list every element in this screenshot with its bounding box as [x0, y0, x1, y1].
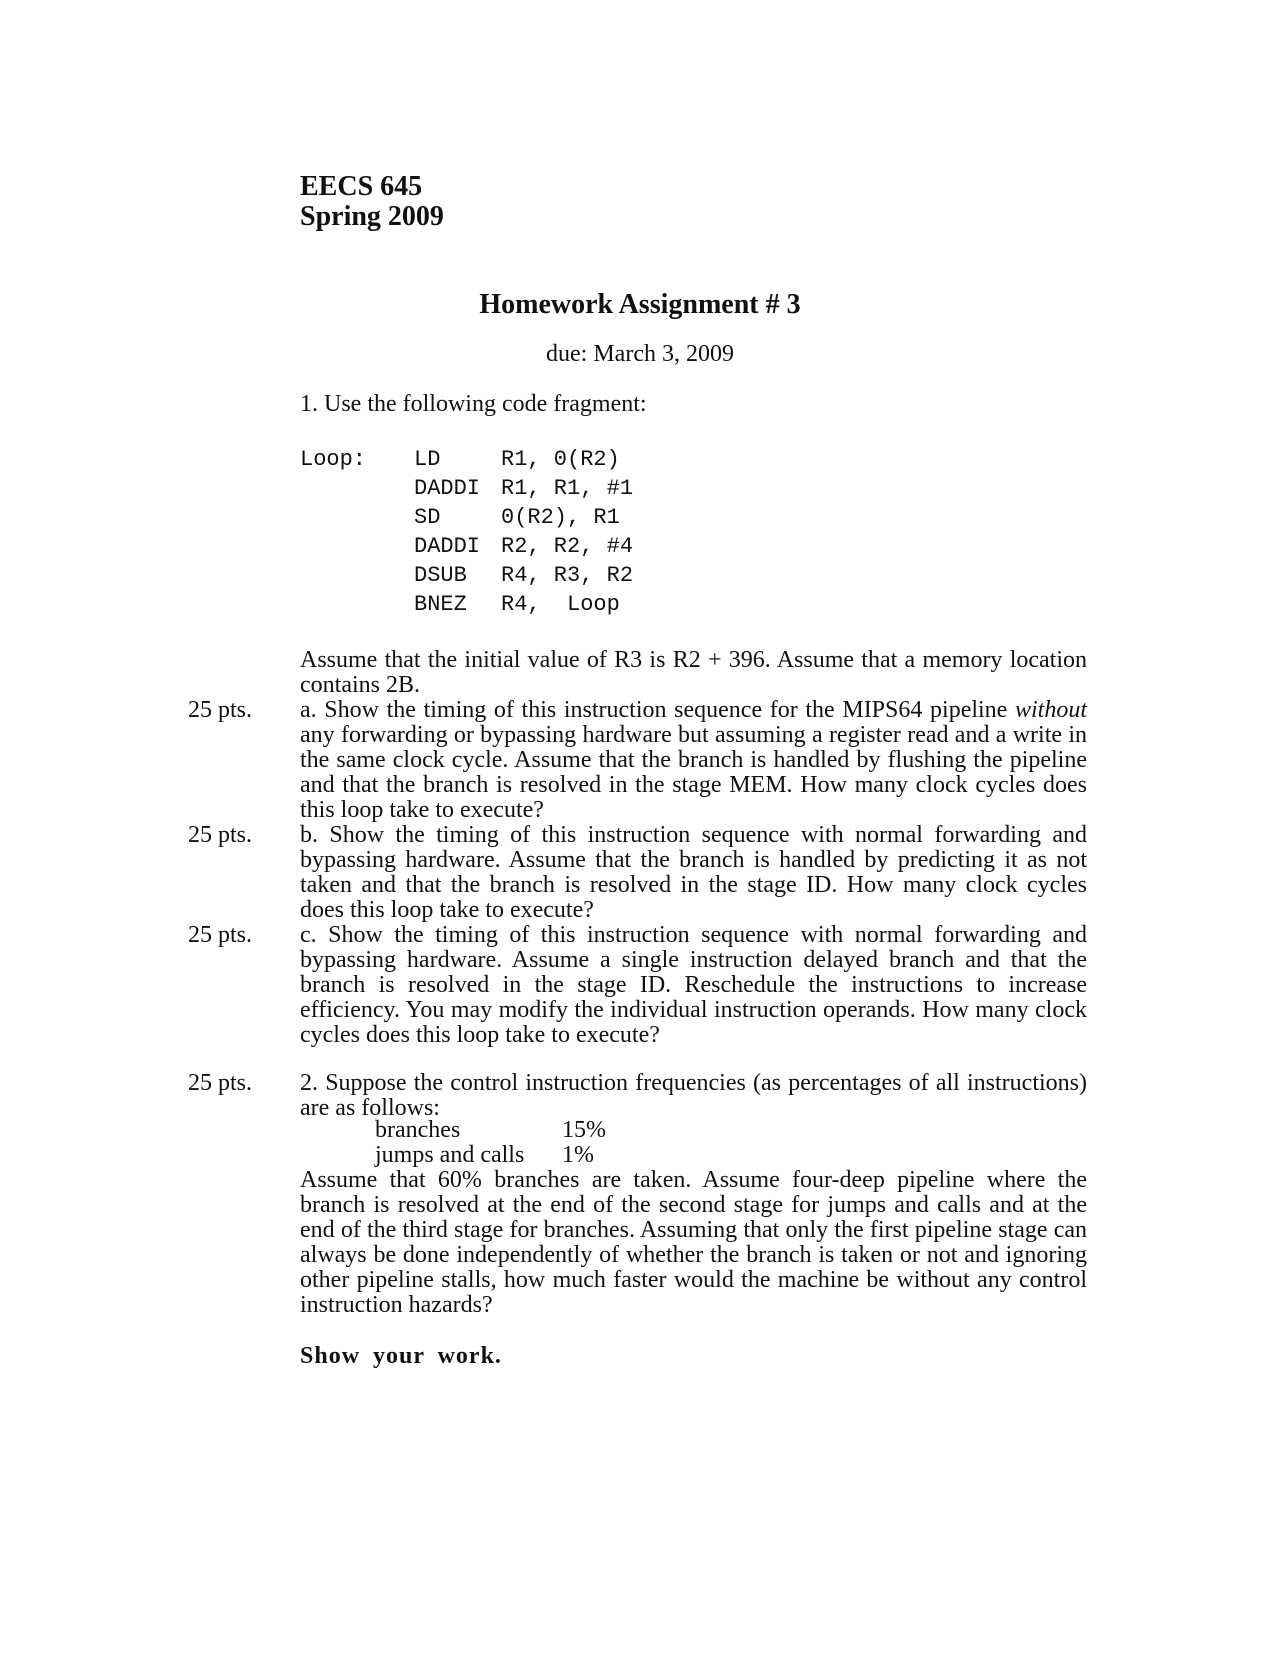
question-1a — [300, 698, 1087, 823]
code-line — [300, 561, 633, 590]
code-label — [300, 561, 414, 590]
code-line — [300, 590, 633, 619]
code-opcode: DADDI — [414, 476, 481, 501]
frequency-table — [375, 1118, 606, 1168]
question-1c: c. Show the timing of this instruction sequence with normal forwarding and bypassing hardware. Assume a single instruction delayed branch and that the branch is resolved in the stage ID. Reschedule the instructions to increase efficiency. You may modify the individual instruction operands. How many clock cycles does this loop take to execute? — [300, 922, 1087, 1048]
code-opcode: LD — [414, 447, 441, 472]
points-2: 25 pts. — [188, 1070, 253, 1096]
code-label — [300, 590, 414, 619]
frequency-row — [375, 1143, 606, 1168]
question-1-assumption: Assume that the initial value of R3 is R2 + 396. Assume that a memory location contains 2B. — [300, 647, 1087, 698]
code-label — [300, 532, 414, 561]
frequency-name: jumps and calls — [375, 1142, 525, 1168]
question-1a-lead: a. Show the timing of this instruction sequence for the MIPS64 pipeline — [300, 697, 1008, 723]
code-label — [300, 503, 414, 532]
code-operands: R1, R1, #1 — [501, 476, 634, 501]
page-title: Homework Assignment # 3 — [479, 289, 801, 320]
code-operands: R4, R3, R2 — [501, 563, 634, 588]
course-code: EECS 645 — [300, 171, 423, 202]
code-opcode: DSUB — [414, 563, 467, 588]
due-date: due: March 3, 2009 — [546, 341, 734, 367]
code-line — [300, 474, 633, 503]
code-operands: R1, 0(R2) — [501, 447, 620, 472]
frequency-value: 15% — [562, 1117, 606, 1143]
frequency-name: branches — [375, 1117, 461, 1143]
question-1a-emphasis: without — [1014, 697, 1087, 723]
code-line — [300, 532, 633, 561]
code-fragment — [300, 445, 633, 619]
code-operands: 0(R2), R1 — [501, 505, 620, 530]
question-2-intro: 2. Suppose the control instruction frequencies (as percentages of all instructions) are as follows: — [300, 1070, 1087, 1121]
points-1b: 25 pts. — [188, 822, 253, 848]
closing-instruction: Show your work. — [300, 1343, 502, 1369]
question-1a-rest: any forwarding or bypassing hardware but assuming a register read and a write in the same clock cycle. Assume that the branch is handled by flushing the pipeline and that the branch is resolved in the stage MEM. How many clock cycles does this loop take to execute? — [300, 722, 1087, 823]
code-label — [300, 474, 414, 503]
question-2-body: Assume that 60% branches are taken. Assume four-deep pipeline where the branch is resolved at the end of the second stage for jumps and calls and at the end of the third stage for branches. Assuming that only the first pipeline stage can always be done independently of whether the branch is taken or not and ignoring other pipeline stalls, how much faster would the machine be without any control instruction hazards? — [300, 1167, 1087, 1318]
code-opcode: BNEZ — [414, 592, 467, 617]
question-1b: b. Show the timing of this instruction sequence with normal forwarding and bypassing hardware. Assume that the branch is handled by predicting it as not taken and that the branch is resolved in the stage ID. How many clock cycles does this loop take to execute? — [300, 822, 1087, 923]
code-operands: R2, R2, #4 — [501, 534, 634, 559]
code-operands: R4, Loop — [501, 592, 620, 617]
frequency-value: 1% — [562, 1142, 594, 1168]
course-term: Spring 2009 — [300, 201, 444, 232]
code-line — [300, 503, 633, 532]
code-opcode: SD — [414, 505, 441, 530]
points-1c: 25 pts. — [188, 922, 253, 948]
points-1a: 25 pts. — [188, 697, 253, 723]
code-label: Loop: — [300, 447, 367, 472]
frequency-row — [375, 1118, 606, 1143]
question-1-intro: 1. Use the following code fragment: — [300, 391, 647, 417]
code-line — [300, 445, 633, 474]
code-opcode: DADDI — [414, 534, 481, 559]
